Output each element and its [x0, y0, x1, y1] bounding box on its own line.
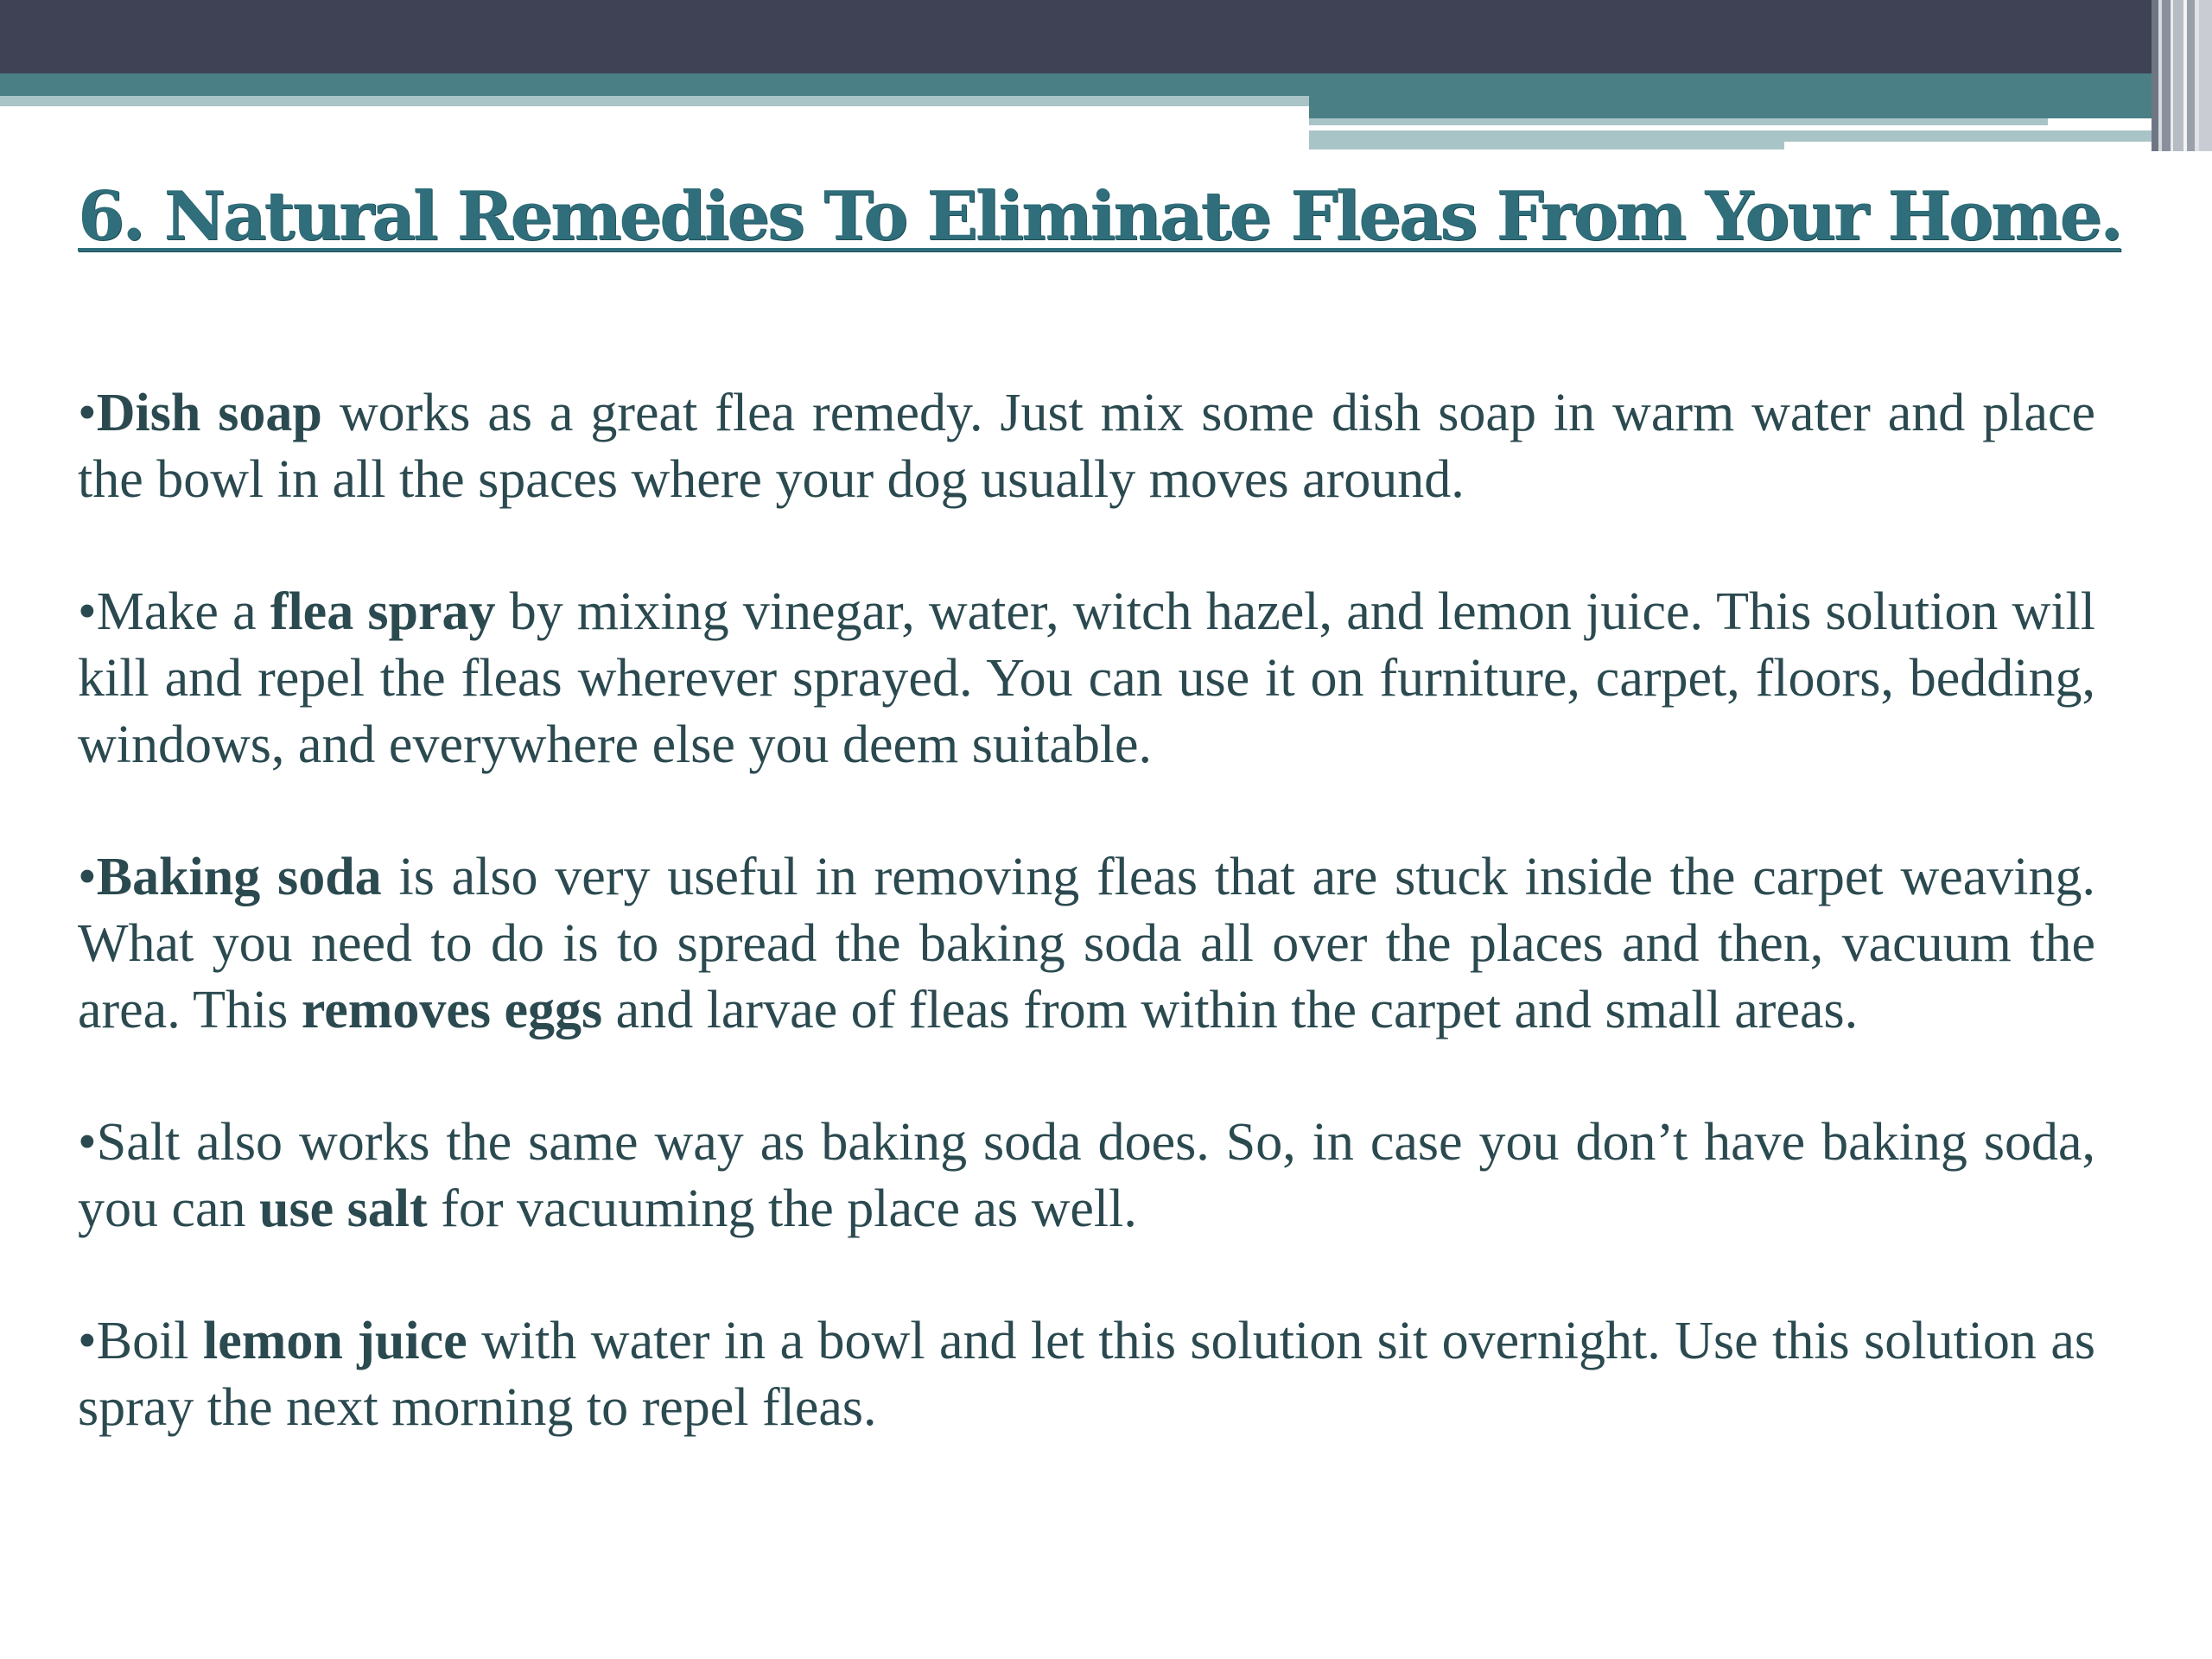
- bullet: •: [78, 582, 97, 641]
- header-dark-band: [0, 0, 2212, 73]
- paragraph-text-after: and larvae of fleas from within the carpet and small areas.: [602, 981, 1859, 1039]
- paragraph-lemon-juice: [78, 1308, 2095, 1441]
- header-right-gap-lower: [1784, 142, 2212, 149]
- header-right-light-band: [1309, 118, 2048, 125]
- header-teal-band: [0, 73, 2212, 96]
- slide-title: 6. Natural Remedies To Eliminate Fleas From Your Home.: [78, 177, 2121, 256]
- header-right-teal-band: [1309, 96, 2212, 118]
- paragraph-text-before: Boil: [96, 1312, 203, 1370]
- paragraph-text: works as a great flea remedy. Just mix some dish soap in warm water and place the bowl in all the spaces where your dog usually moves around.: [78, 384, 2096, 509]
- paragraph-text-before: Salt also works the same way as baking soda does. So, in case you don’t have baking soda, you can: [78, 1113, 2095, 1238]
- bullet: •: [78, 1312, 97, 1370]
- paragraph-dish-soap: [78, 380, 2095, 513]
- bold-phrase: Baking soda: [96, 848, 382, 906]
- bold-phrase: Dish soap: [96, 384, 322, 442]
- header-stripes: [2152, 0, 2212, 151]
- paragraph-flea-spray: [78, 579, 2095, 779]
- paragraph-text: by mixing vinegar, water, witch hazel, and lemon juice. This solution will kill and repel the fleas wherever sprayed. You can use it on furniture, carpet, floors, bedding, windows, and everywhere else you deem suitable.: [78, 582, 2095, 774]
- slide-body: [78, 380, 2095, 1507]
- paragraph-text: for vacuuming the place as well.: [427, 1179, 1137, 1238]
- bullet: •: [78, 848, 97, 906]
- bullet: •: [78, 384, 97, 442]
- bullet: •: [78, 1113, 97, 1172]
- paragraph-text: is also very useful in removing fleas that are stuck inside the carpet weaving. What you need to do is to spread the baking soda all over the places and then, vacuum the area. This: [78, 848, 2095, 1039]
- bold-phrase-secondary: removes eggs: [301, 981, 603, 1039]
- header-light-band: [0, 96, 1309, 106]
- paragraph-baking-soda: [78, 844, 2095, 1044]
- paragraph-text-before: Make a: [96, 582, 270, 641]
- paragraph-text: with water in a bowl and let this solution sit overnight. Use this solution as spray the next morning to repel fleas.: [78, 1312, 2096, 1437]
- bold-phrase: use salt: [259, 1179, 428, 1238]
- paragraph-salt: [78, 1109, 2095, 1243]
- bold-phrase: lemon juice: [202, 1312, 467, 1370]
- bold-phrase: flea spray: [270, 582, 496, 641]
